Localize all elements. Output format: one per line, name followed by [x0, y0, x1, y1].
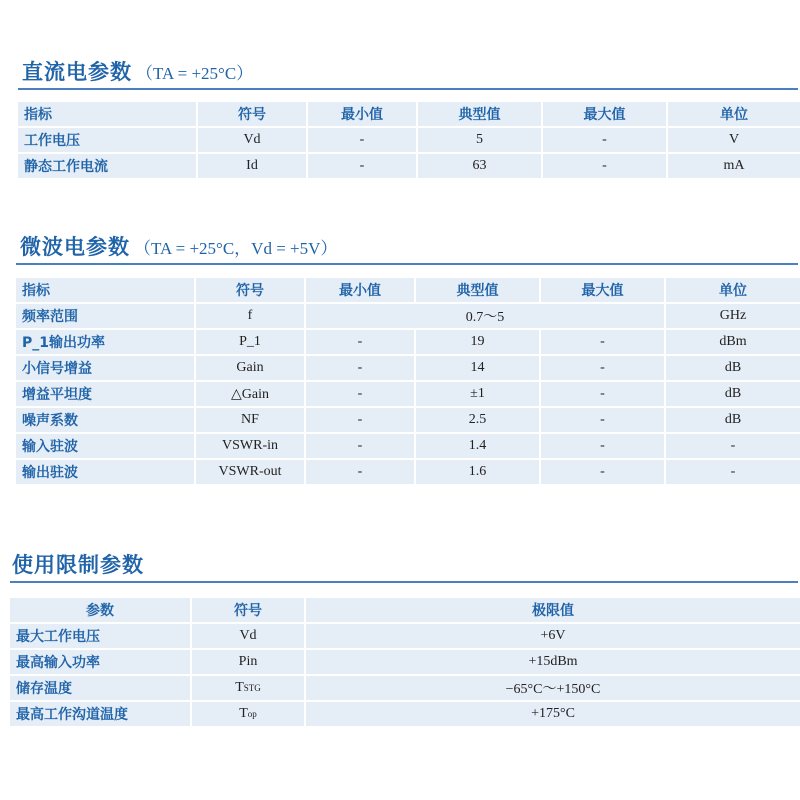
min-cell: - — [305, 433, 415, 459]
header-cell: 参数 — [9, 597, 191, 623]
header-cell: 极限值 — [305, 597, 800, 623]
param-name-cell: 小信号增益 — [15, 355, 195, 381]
symbol-cell: VSWR-in — [195, 433, 305, 459]
min-cell: - — [305, 459, 415, 485]
header-cell: 单位 — [665, 277, 800, 303]
param-name-cell: 噪声系数 — [15, 407, 195, 433]
symbol-text: Vd — [239, 628, 257, 643]
symbol-cell — [191, 701, 305, 727]
max-cell: - — [540, 355, 665, 381]
unit-cell: dB — [665, 355, 800, 381]
min-cell: - — [307, 127, 417, 153]
mw-parameters-table — [14, 276, 800, 486]
param-name-cell: 最高工作沟道温度 — [9, 701, 191, 727]
unit-cell: dB — [665, 407, 800, 433]
symbol-text: Pin — [238, 654, 258, 669]
param-name-cell: 频率范围 — [15, 303, 195, 329]
param-name-cell: 最大工作电压 — [9, 623, 191, 649]
header-cell: 符号 — [191, 597, 305, 623]
typ-cell: 14 — [415, 355, 540, 381]
table-row — [9, 675, 800, 701]
table-row — [15, 329, 800, 355]
min-cell: - — [305, 381, 415, 407]
limit-value-cell: +175°C — [305, 701, 800, 727]
unit-cell: GHz — [665, 303, 800, 329]
unit-cell: - — [665, 433, 800, 459]
table-row — [15, 459, 800, 485]
max-cell: - — [540, 407, 665, 433]
table-row — [15, 381, 800, 407]
typ-cell: 1.6 — [415, 459, 540, 485]
header-cell: 最小值 — [307, 101, 417, 127]
max-cell: - — [540, 329, 665, 355]
limit-value-cell: +6V — [305, 623, 800, 649]
header-cell: 典型值 — [415, 277, 540, 303]
symbol-cell: NF — [195, 407, 305, 433]
table-row — [9, 701, 800, 727]
table-row — [15, 303, 800, 329]
min-cell: - — [305, 329, 415, 355]
header-cell: 单位 — [667, 101, 800, 127]
mw-section-rule — [16, 263, 798, 265]
mw-section-title: 微波电参数 — [20, 235, 130, 259]
symbol-cell — [191, 675, 305, 701]
typ-cell: 19 — [415, 329, 540, 355]
unit-cell: - — [665, 459, 800, 485]
dc-parameters-table — [16, 100, 800, 180]
max-cell: - — [540, 381, 665, 407]
min-cell: - — [307, 153, 417, 179]
symbol-cell: VSWR-out — [195, 459, 305, 485]
table-row — [15, 407, 800, 433]
unit-cell: V — [667, 127, 800, 153]
min-cell: - — [305, 355, 415, 381]
max-cell: - — [542, 153, 667, 179]
unit-cell: dB — [665, 381, 800, 407]
range-cell: 0.7～5 — [305, 303, 665, 329]
typ-cell: 1.4 — [415, 433, 540, 459]
param-name-cell: 增益平坦度 — [15, 381, 195, 407]
table-row — [15, 433, 800, 459]
dc-section-heading — [22, 56, 253, 86]
param-name-cell: 输出驻波 — [15, 459, 195, 485]
symbol-cell: f — [195, 303, 305, 329]
mw-section-heading — [20, 231, 337, 261]
limits-section-title: 使用限制参数 — [12, 553, 144, 577]
unit-cell: dBm — [665, 329, 800, 355]
unit-cell: mA — [667, 153, 800, 179]
symbol-cell: △Gain — [195, 381, 305, 407]
limit-value-cell: +15dBm — [305, 649, 800, 675]
header-cell: 符号 — [197, 101, 307, 127]
header-cell: 符号 — [195, 277, 305, 303]
symbol-cell: Id — [197, 153, 307, 179]
param-name-cell: 静态工作电流 — [17, 153, 197, 179]
symbol-subscript: STG — [243, 683, 261, 693]
header-cell: 最大值 — [540, 277, 665, 303]
param-name-cell: 最高输入功率 — [9, 649, 191, 675]
param-name-cell: 工作电压 — [17, 127, 197, 153]
param-name-cell: 储存温度 — [9, 675, 191, 701]
dc-table-header-row — [17, 101, 800, 127]
dc-section-title: 直流电参数 — [22, 60, 132, 84]
limits-table — [8, 596, 800, 728]
table-row — [17, 153, 800, 179]
mw-section-condition: （TA = +25°C，Vd = +5V） — [134, 239, 338, 258]
header-cell: 指标 — [15, 277, 195, 303]
symbol-text: T — [235, 680, 244, 695]
symbol-subscript: op — [247, 709, 257, 719]
dc-section-rule — [18, 88, 798, 90]
symbol-cell — [191, 649, 305, 675]
symbol-cell — [191, 623, 305, 649]
limits-table-header-row — [9, 597, 800, 623]
symbol-cell: Gain — [195, 355, 305, 381]
table-row — [15, 355, 800, 381]
typ-cell: ±1 — [415, 381, 540, 407]
dc-section-condition: （TA = +25°C） — [136, 64, 254, 83]
limits-section-rule — [10, 581, 798, 583]
typ-cell: 63 — [417, 153, 542, 179]
typ-cell: 2.5 — [415, 407, 540, 433]
limits-section-heading — [12, 549, 144, 579]
param-name-cell: P_1输出功率 — [15, 329, 195, 355]
header-cell: 最大值 — [542, 101, 667, 127]
mw-table-header-row — [15, 277, 800, 303]
param-name-cell: 输入驻波 — [15, 433, 195, 459]
max-cell: - — [542, 127, 667, 153]
table-row — [9, 649, 800, 675]
table-row — [9, 623, 800, 649]
header-cell: 典型值 — [417, 101, 542, 127]
typ-cell: 5 — [417, 127, 542, 153]
max-cell: - — [540, 433, 665, 459]
limit-value-cell: −65°C～+150°C — [305, 675, 800, 701]
min-cell: - — [305, 407, 415, 433]
symbol-text: T — [239, 706, 248, 721]
table-row — [17, 127, 800, 153]
symbol-cell: P_1 — [195, 329, 305, 355]
header-cell: 最小值 — [305, 277, 415, 303]
symbol-cell: Vd — [197, 127, 307, 153]
max-cell: - — [540, 459, 665, 485]
header-cell: 指标 — [17, 101, 197, 127]
